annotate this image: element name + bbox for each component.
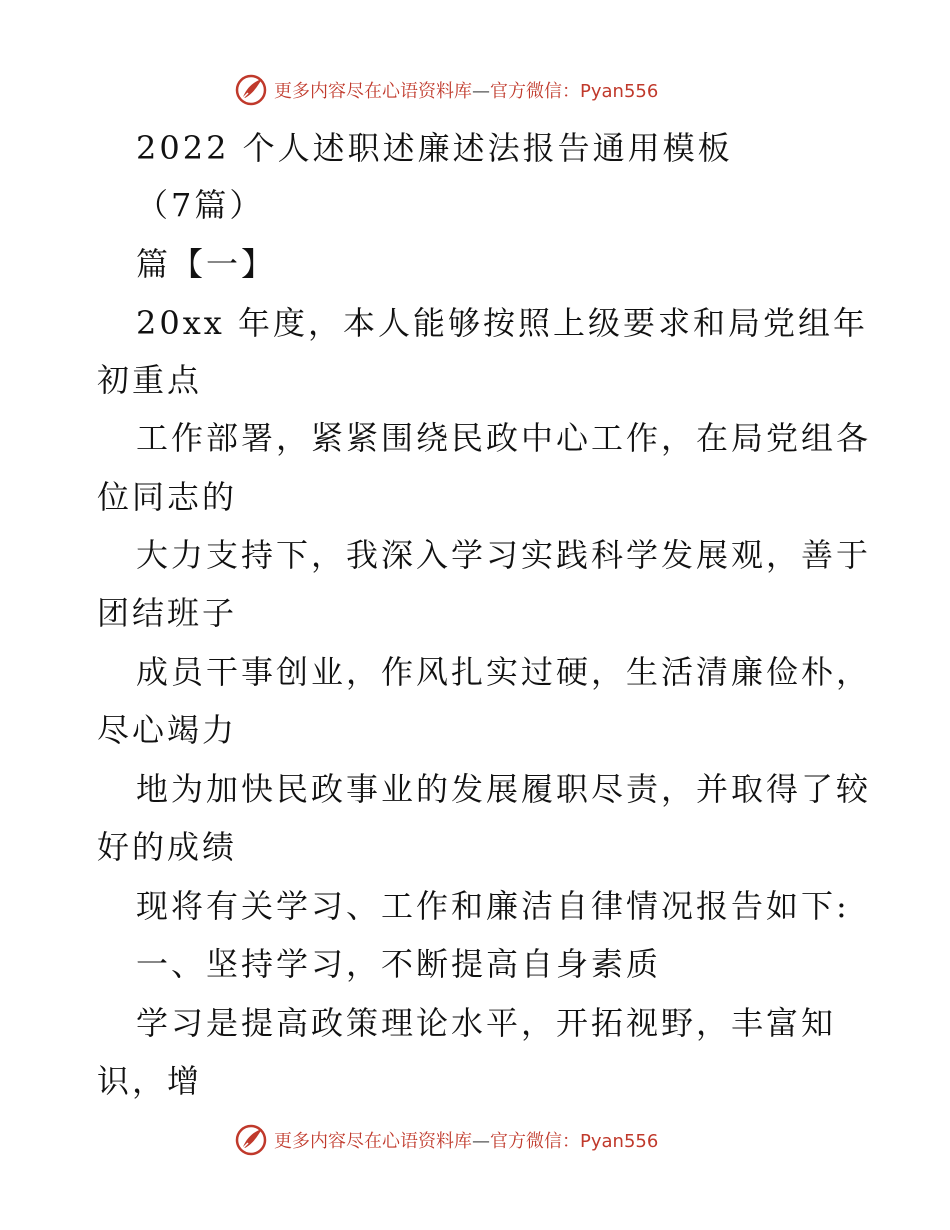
- leaf-pen-logo-icon: [234, 1123, 268, 1157]
- paragraph-line: 现将有关学习、工作和廉洁自律情况报告如下:: [136, 887, 850, 925]
- watermark-text: 更多内容尽在心语资料库—官方微信：Pyan556: [274, 1131, 659, 1152]
- paragraph-line: 成员干事创业，作风扎实过硬，生活清廉俭朴，: [136, 653, 872, 691]
- paragraph-line: 初重点: [97, 361, 203, 399]
- paragraph-line: 工作部署，紧紧围绕民政中心工作，在局党组各: [136, 419, 872, 457]
- paragraph-line: 大力支持下，我深入学习实践科学发展观，善于: [136, 536, 872, 574]
- paragraph-line: 位同志的: [97, 478, 238, 516]
- document-subtitle: （7篇）: [136, 186, 265, 224]
- paragraph-line: 学习是提高政策理论水平，开拓视野，丰富知: [136, 1004, 837, 1042]
- paragraph-line: 地为加快民政事业的发展履职尽责，并取得了较: [136, 770, 872, 808]
- paragraph-line: 识，增: [97, 1062, 203, 1100]
- section-heading: 篇【一】: [136, 245, 277, 283]
- paragraph-line: 尽心竭力: [97, 711, 238, 749]
- header-watermark: [234, 72, 658, 108]
- paragraph-line: 好的成绩: [97, 828, 238, 866]
- watermark-text: 更多内容尽在心语资料库—官方微信：Pyan556: [274, 81, 659, 102]
- paragraph-line: 20xx 年度，本人能够按照上级要求和局党组年: [136, 304, 868, 342]
- footer-watermark: [234, 1122, 658, 1158]
- document-title: 2022 个人述职述廉述法报告通用模板: [136, 129, 733, 167]
- paragraph-line: 团结班子: [97, 594, 238, 632]
- leaf-pen-logo-icon: [234, 73, 268, 107]
- section-heading-1: 一、坚持学习，不断提高自身素质: [136, 945, 662, 983]
